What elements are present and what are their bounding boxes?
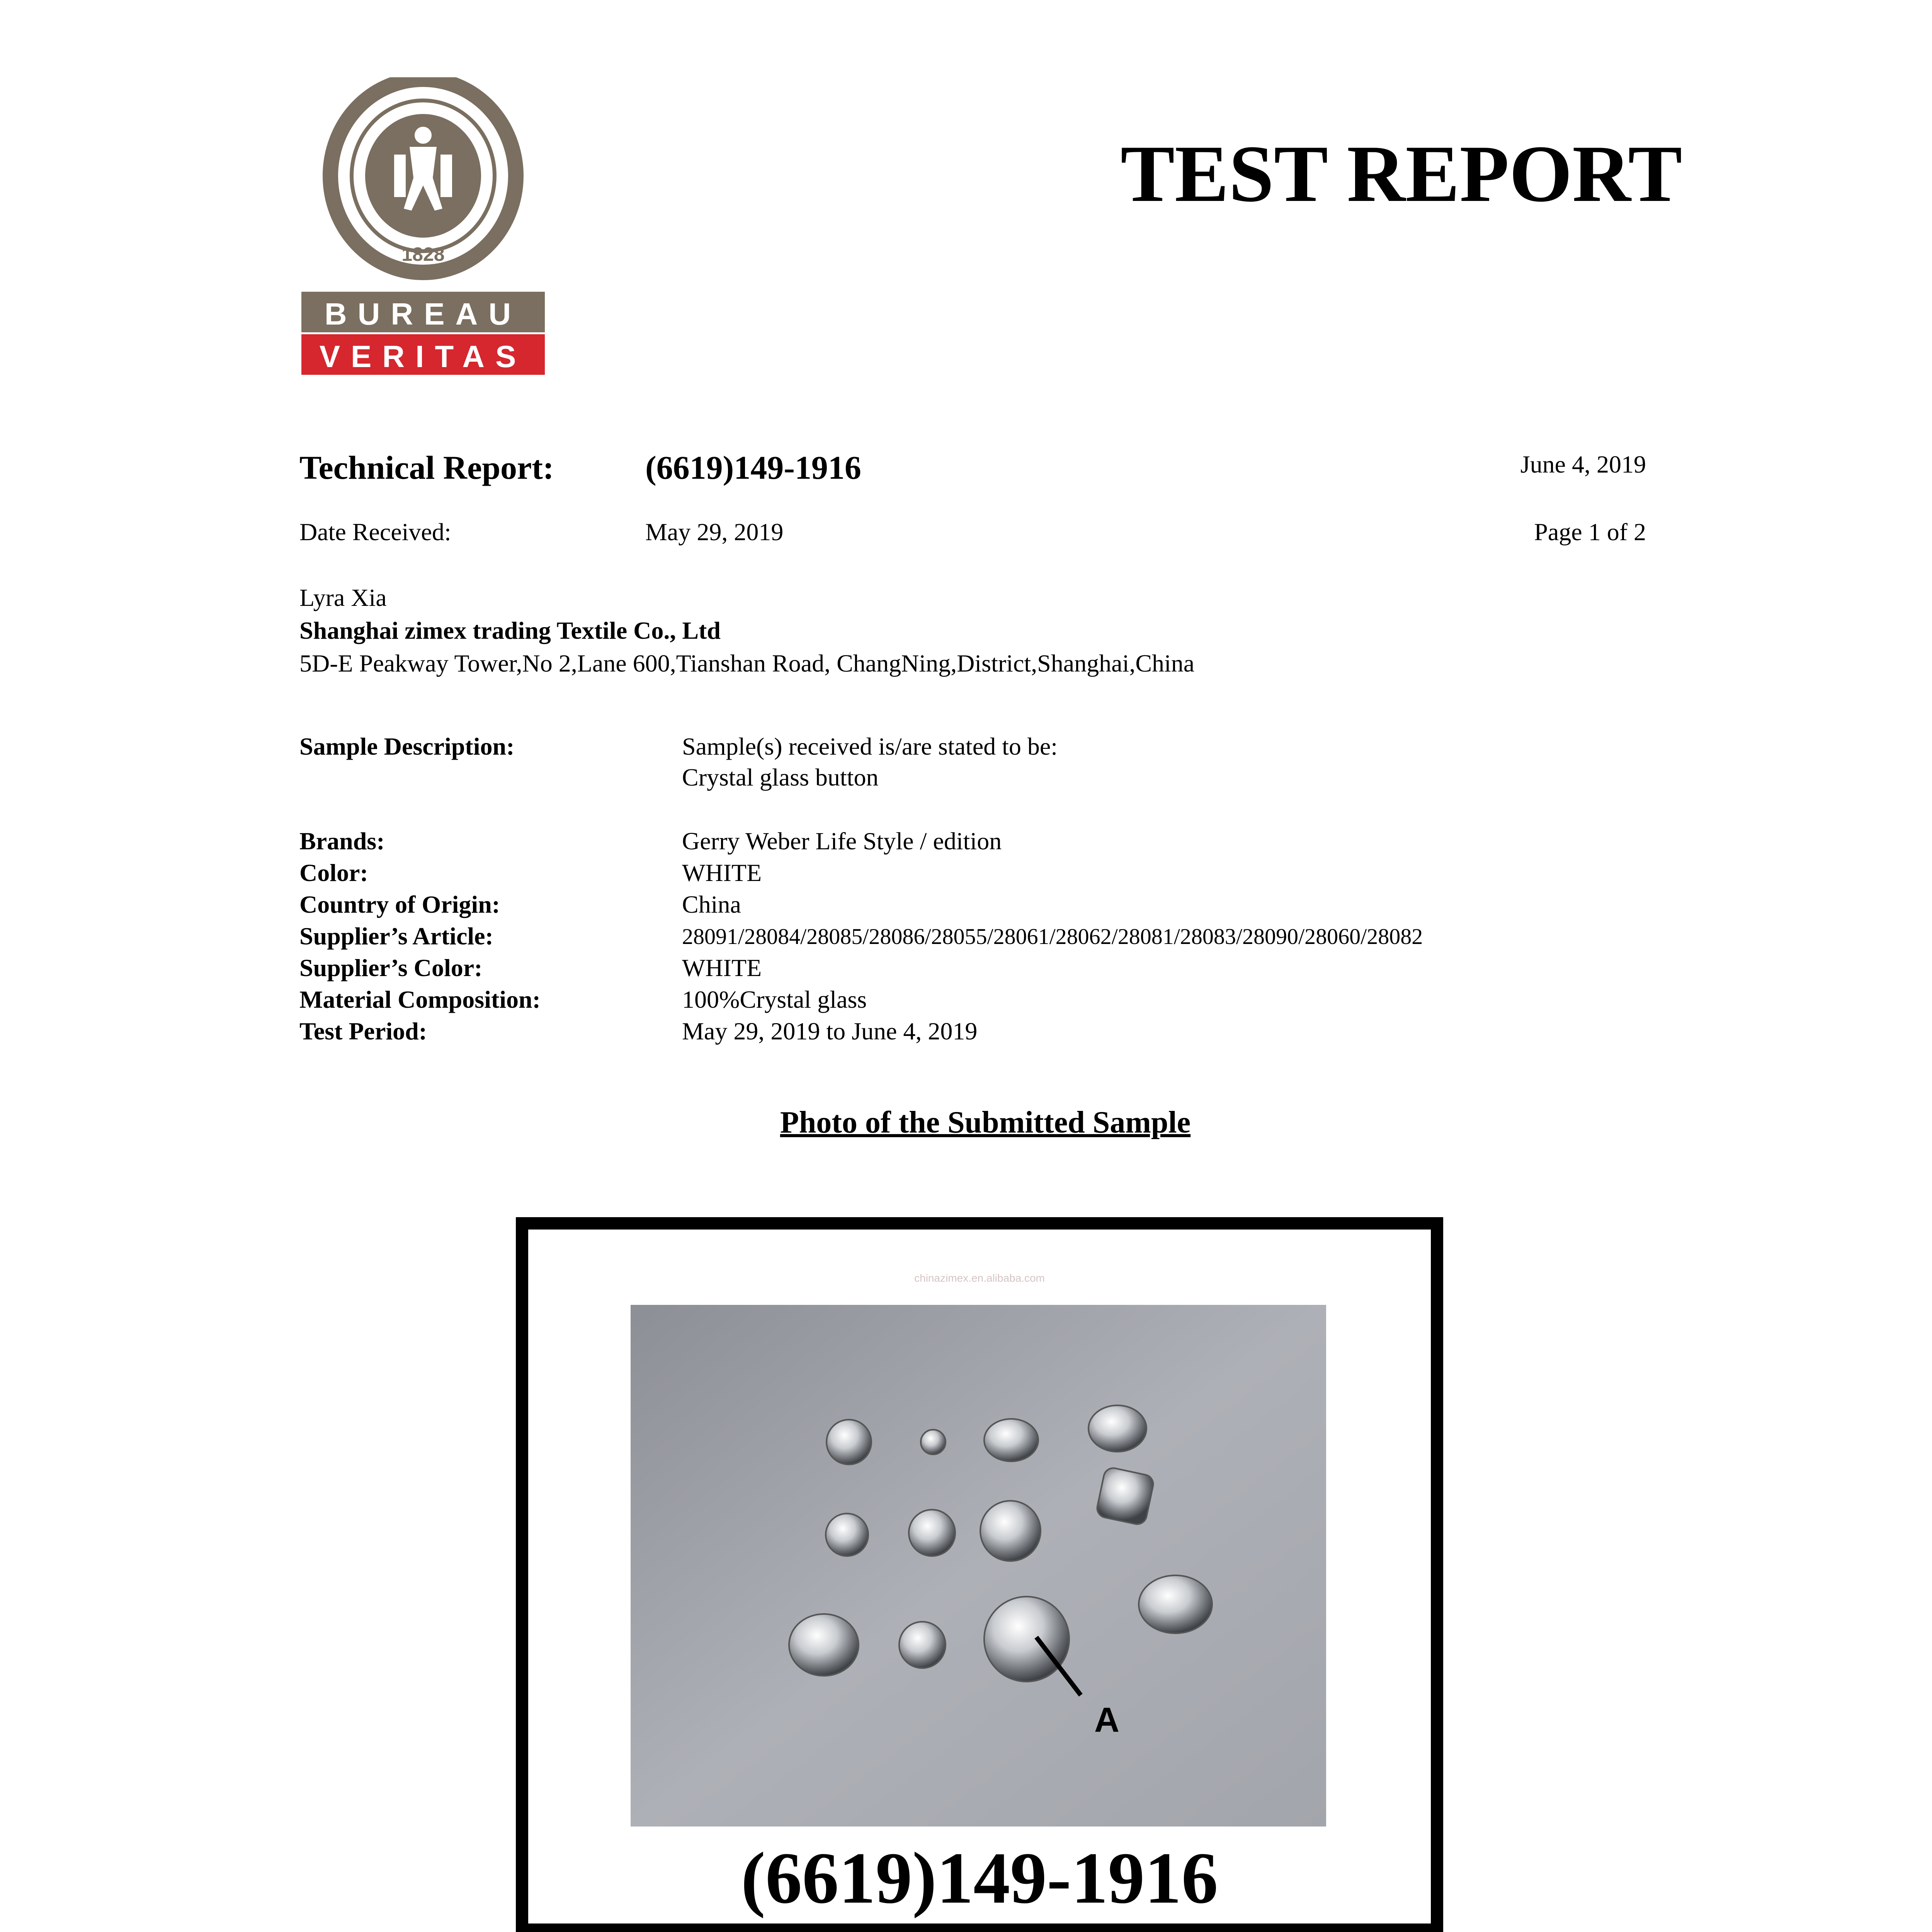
button-image <box>827 1420 871 1464</box>
client-address: 5D-E Peakway Tower,No 2,Lane 600,Tianshan Road, ChangNing,District,Shanghai,China <box>299 650 1195 677</box>
detail-value: WHITE <box>682 859 762 886</box>
detail-label: Brands: <box>299 827 385 855</box>
date-received-value: May 29, 2019 <box>645 518 784 546</box>
client-contact: Lyra Xia <box>299 584 387 611</box>
technical-report-number: (6619)149-1916 <box>645 449 861 486</box>
detail-value: 28091/28084/28085/28086/28055/28061/28062/28081/28083/28090/28060/28082 <box>682 924 1423 949</box>
detail-value: WHITE <box>682 954 762 981</box>
bureau-veritas-logo <box>298 77 549 386</box>
button-image <box>984 1419 1038 1461</box>
detail-value: Gerry Weber Life Style / edition <box>682 827 1002 855</box>
sample-description-line1: Sample(s) received is/are stated to be: <box>682 733 1058 760</box>
report-date: June 4, 2019 <box>1520 451 1646 478</box>
page-title: TEST REPORT <box>1121 129 1682 219</box>
button-image <box>1095 1466 1155 1526</box>
logo-year: 1828 <box>401 243 445 265</box>
logo-word-veritas: VERITAS <box>319 339 527 374</box>
sample-description-label: Sample Description: <box>299 733 515 760</box>
sample-photo-frame <box>516 1217 1443 1932</box>
technical-report-label: Technical Report: <box>299 449 554 486</box>
detail-label: Test Period: <box>299 1017 427 1045</box>
photo-watermark: chinazimex.en.alibaba.com <box>914 1272 1045 1284</box>
detail-label: Supplier’s Color: <box>299 954 483 981</box>
button-image <box>909 1510 955 1556</box>
sample-photo <box>631 1305 1326 1827</box>
button-image <box>1139 1575 1212 1633</box>
button-image <box>899 1622 946 1668</box>
page-indicator: Page 1 of 2 <box>1534 518 1646 546</box>
button-image <box>789 1614 859 1676</box>
button-image <box>1088 1405 1146 1452</box>
detail-value: China <box>682 891 741 918</box>
button-image <box>984 1597 1069 1682</box>
photo-report-number: (6619)149-1916 <box>741 1838 1218 1919</box>
date-received-label: Date Received: <box>299 518 451 546</box>
photo-heading: Photo of the Submitted Sample <box>780 1105 1191 1139</box>
button-image <box>826 1514 868 1556</box>
detail-label: Country of Origin: <box>299 891 500 918</box>
sample-description-line2: Crystal glass button <box>682 764 879 791</box>
sample-marker-label: A <box>1094 1701 1119 1740</box>
button-image <box>921 1430 946 1454</box>
detail-label: Color: <box>299 859 368 886</box>
logo-seal <box>330 79 516 272</box>
detail-label: Supplier’s Article: <box>299 922 493 950</box>
logo-word-bureau: BUREAU <box>324 297 522 331</box>
client-company: Shanghai zimex trading Textile Co., Ltd <box>299 617 721 644</box>
detail-value: 100%Crystal glass <box>682 986 867 1013</box>
button-image <box>980 1501 1041 1561</box>
detail-value: May 29, 2019 to June 4, 2019 <box>682 1017 978 1045</box>
detail-label: Material Composition: <box>299 986 541 1013</box>
